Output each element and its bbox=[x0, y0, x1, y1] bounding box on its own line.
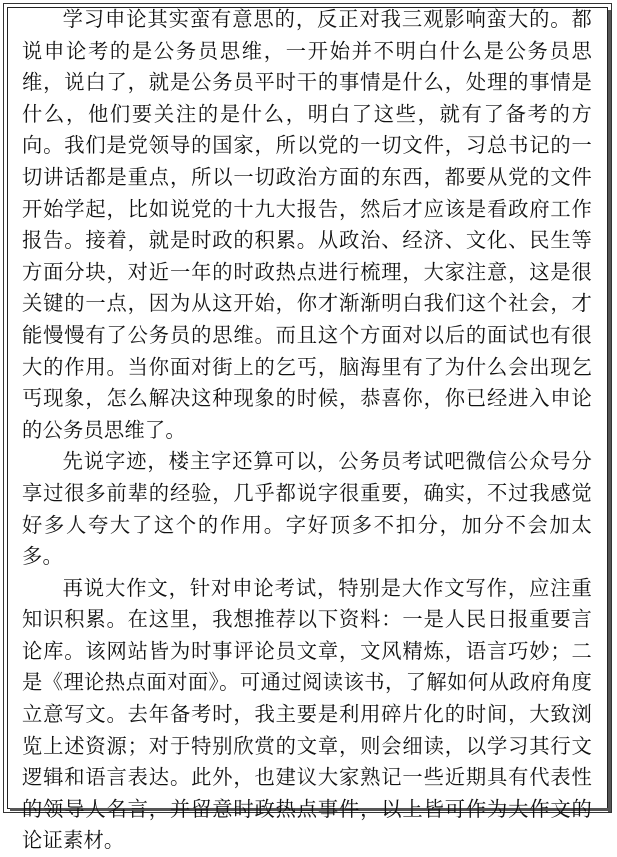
paragraph-essay-writing: 再说大作文，针对申论考试，特别是大作文写作，应注重知识积累。在这里，我想推荐以下资料：一是人民日报重要言论库。该网站皆为时事评论员文章，文风精炼，语言巧妙；二是《理论热点面对面》。可通过阅读该书，了解如何从政府角度立意写文。去年备考时，我主要是利用碎片化的时间，大致浏览上述资源；对于特别欣赏的文章，则会细读，以学习其行文逻辑和语言表达。此外，也建议大家熟记一些近期具有代表性的领导人名言，并留意时政热点事件，以上皆可作为大作文的论证素材。 bbox=[22, 575, 592, 853]
paragraph-civil-servant-thinking: 学习申论其实蛮有意思的，反正对我三观影响蛮大的。都说申论考的是公务员思维，一开始并不明白什么是公务员思维，说白了，就是公务员平时干的事情是什么，处理的事情是什么，他们要关注的是什么，明白了这些，就有了备考的方向。我们是党领导的国家，所以党的一切文件，习总书记的一切讲话都是重点，所以一切政治方面的东西，都要从党的文件开始学起，比如说党的十九大报告，然后才应该是看政府工作报告。接着，就是时政的积累。从政治、经济、文化、民生等方面分块，对近一年的时政热点进行梳理，大家注意，这是很关键的一点，因为从这开始，你才渐渐明白我们这个社会，才能慢慢有了公务员的思维。而且这个方面对以后的面试也有很大的作用。当你面对街上的乞丐，脑海里有了为什么会出现乞丐现象，怎么解决这种现象的时候，恭喜你，你已经进入申论的公务员思维了。 bbox=[22, 7, 592, 442]
frame-shadow-right bbox=[608, 10, 611, 812]
paragraph-handwriting: 先说字迹，楼主字还算可以，公务员考试吧微信公众号分享过很多前辈的经验，几乎都说字很重要，确实，不过我感觉好多人夸大了这个的作用。字好顶多不扣分，加分不会加太多。 bbox=[22, 449, 592, 569]
article-body bbox=[22, 4, 592, 857]
